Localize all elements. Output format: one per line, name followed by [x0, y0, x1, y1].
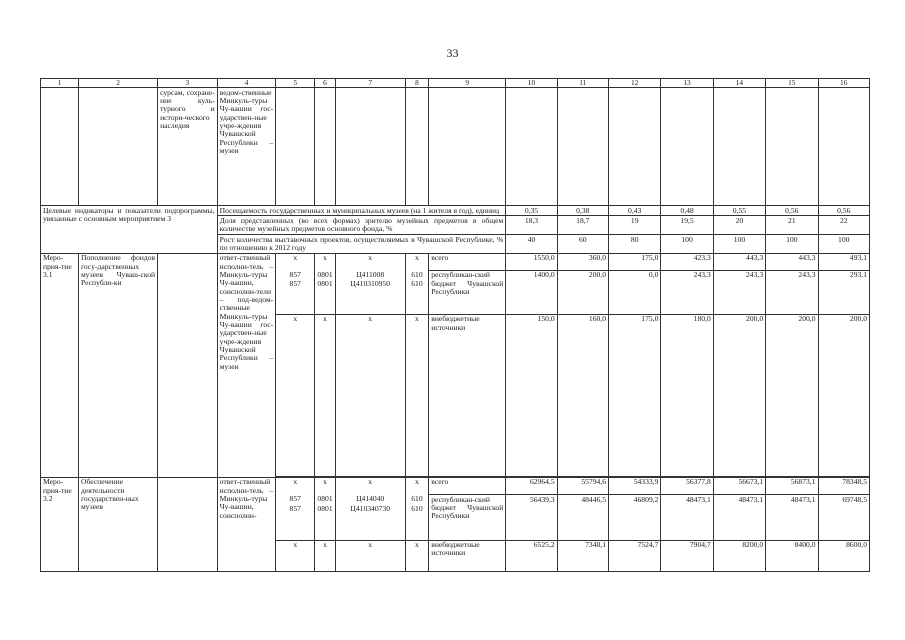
indicator-value: 0,56 [766, 206, 818, 216]
code-rz: х [315, 314, 336, 476]
indicator-value: 21 [766, 216, 818, 235]
col-num: 5 [276, 79, 315, 88]
code-csr: Ц410340730 [350, 503, 391, 513]
amount: 175,0 [609, 314, 661, 476]
amount: 54333,9 [609, 477, 661, 494]
indicator-value: 19,5 [661, 216, 713, 235]
indicator-value: 100 [766, 235, 818, 254]
amount: 0,0 [609, 270, 661, 314]
col-num: 6 [315, 79, 336, 88]
code-gr: х [276, 253, 315, 270]
indicator-value: 100 [818, 235, 870, 254]
indicator-value: 0,48 [661, 206, 713, 216]
amount: 8200,0 [713, 540, 765, 571]
amount: 200,0 [713, 314, 765, 476]
col-num: 10 [506, 79, 557, 88]
indicator-value: 60 [557, 235, 608, 254]
code-gr: х [276, 540, 315, 571]
col-num: 16 [818, 79, 870, 88]
amount: 1550,0 [506, 253, 557, 270]
code-vr: 610 [411, 270, 423, 279]
code-rz: 0801 [317, 279, 333, 289]
col-num: 15 [766, 79, 818, 88]
amount: 175,0 [609, 253, 661, 270]
col-num: 14 [713, 79, 765, 88]
col-num: 7 [335, 79, 405, 88]
code-csr: Ц410310950 [350, 279, 391, 289]
indicator-row [41, 206, 870, 216]
measure-number: Меро-прия-тие 3.1 [41, 253, 79, 477]
code-gr: х [276, 477, 315, 494]
indicator-value: 19 [609, 216, 661, 235]
measure-executor: ответ-ственный исполни-тель – Минкуль-туры Чу-вашии, соисполни- [217, 477, 276, 571]
amount: 243,3 [766, 270, 818, 314]
amount: 48446,5 [557, 495, 608, 540]
indicator-value: 18,7 [557, 216, 608, 235]
indicator-value: 40 [506, 235, 557, 254]
code-rz: х [315, 253, 336, 270]
code-csr: Ц411008 [356, 270, 385, 279]
amount: 56873,1 [766, 477, 818, 494]
indicator-value: 80 [609, 235, 661, 254]
code-gr: х [276, 314, 315, 476]
col-num: 8 [405, 79, 429, 88]
continued-executor-text: ведом-ственные Минкуль-туры Чу-вашии гос-ударствен-ные учре-ждения Чувашской Республики – музеи [217, 88, 276, 206]
source: всего [429, 477, 506, 494]
measure-3-2-row [41, 477, 870, 494]
measure-title: Пополнение фондов госу-дарственных музеев Чуваш-ской Республи-ки [79, 253, 158, 477]
amount: 48473,1 [713, 495, 765, 540]
amount: 160,0 [557, 314, 608, 476]
indicator-value: 100 [661, 235, 713, 254]
col-num: 11 [557, 79, 608, 88]
amount: 443,3 [713, 253, 765, 270]
amount: 62964,5 [506, 477, 557, 494]
col-num: 9 [429, 79, 506, 88]
amount: 200,0 [557, 270, 608, 314]
code-vr: х [405, 477, 429, 494]
column-numbers-row [41, 79, 870, 88]
source: всего [429, 253, 506, 270]
indicator-text: Доля представленных (во всех формах) зрителю музейных предметов в общем количестве музейных предметов основного фонда, % [217, 216, 506, 235]
amount: 180,0 [661, 314, 713, 476]
code-vr: 610 [411, 279, 423, 289]
amount: 243,3 [713, 270, 765, 314]
code-csr: х [335, 253, 405, 270]
indicator-value: 0,38 [557, 206, 608, 216]
indicators-label: Целевые индикаторы и показатели подпрограммы, увязанные с основным мероприятием 3 [41, 206, 218, 254]
code-csr: х [335, 314, 405, 476]
code-rz: 0801 [317, 494, 333, 504]
indicator-value: 22 [818, 216, 870, 235]
indicator-value: 20 [713, 216, 765, 235]
indicator-value: 100 [713, 235, 765, 254]
measure-3-1-row [41, 253, 870, 270]
amount: 56439,3 [506, 495, 557, 540]
indicator-value: 0,56 [818, 206, 870, 216]
col-num: 13 [661, 79, 713, 88]
continued-goal-text: сурсам, сохране-ние куль-турного и истори-ческого наследия [158, 88, 218, 206]
amount: 443,3 [766, 253, 818, 270]
continuation-row [41, 88, 870, 206]
measure-executor: ответ-ственный исполни-тель – Минкуль-туры Чу-вашии, соисполни-тели – под-ведом-ственные Минкуль-туры Чу-вашии гос-ударствен-ные учре-ждения Чувашской Республики – музеи [217, 253, 276, 477]
amount: 243,3 [661, 270, 713, 314]
amount: 8400,0 [766, 540, 818, 571]
code-gr: 857 [289, 503, 301, 513]
measure-number: Меро-прия-тие 3.2 [41, 477, 79, 571]
program-table [40, 78, 870, 572]
measure-title: Обеспечение деятельности государствен-ных музеев [79, 477, 158, 571]
source: внебюджетные источники [429, 314, 506, 476]
amount: 150,0 [506, 314, 557, 476]
code-rz: 0801 [317, 270, 333, 279]
col-num: 3 [158, 79, 218, 88]
indicator-value: 0,55 [713, 206, 765, 216]
source: республикан-ский бюджет Чувашской Республики [429, 495, 506, 540]
code-gr: 857 [289, 494, 301, 504]
code-vr: 610 [411, 503, 423, 513]
amount: 8600,0 [818, 540, 870, 571]
code-vr: х [405, 253, 429, 270]
source: внебюджетные источники [429, 540, 506, 571]
col-num: 2 [79, 79, 158, 88]
amount: 423,3 [661, 253, 713, 270]
indicator-text: Рост количества выставочных проектов, осуществляемых в Чувашской Республике, % по отношению к 2012 году [217, 235, 506, 254]
code-rz: х [315, 540, 336, 571]
amount: 7348,1 [557, 540, 608, 571]
indicator-value: 18,3 [506, 216, 557, 235]
amount: 293,1 [818, 270, 870, 314]
amount: 200,0 [818, 314, 870, 476]
amount: 7524,7 [609, 540, 661, 571]
amount: 46809,2 [609, 495, 661, 540]
amount: 1400,0 [506, 270, 557, 314]
col-num: 4 [217, 79, 276, 88]
code-vr: х [405, 314, 429, 476]
amount: 360,0 [557, 253, 608, 270]
amount: 55794,6 [557, 477, 608, 494]
amount: 7904,7 [661, 540, 713, 571]
code-rz: х [315, 477, 336, 494]
source: республикан-ский бюджет Чувашской Республики [429, 270, 506, 314]
page-number: 33 [446, 46, 459, 60]
amount: 56377,8 [661, 477, 713, 494]
amount: 48473,1 [766, 495, 818, 540]
col-num: 12 [609, 79, 661, 88]
code-gr: 857 [289, 270, 301, 279]
code-rz: 0801 [317, 503, 333, 513]
amount: 56673,1 [713, 477, 765, 494]
amount: 69748,5 [818, 495, 870, 540]
indicator-text: Посещаемость государственных и муниципальных музеев (на 1 жителя в год), единиц [217, 206, 506, 216]
code-vr: х [405, 540, 429, 571]
code-csr: Ц414040 [356, 494, 385, 504]
code-csr: х [335, 540, 405, 571]
amount: 6525,2 [506, 540, 557, 571]
code-csr: х [335, 477, 405, 494]
amount: 48473,1 [661, 495, 713, 540]
indicator-value: 0,35 [506, 206, 557, 216]
indicator-value: 0,43 [609, 206, 661, 216]
code-gr: 857 [289, 279, 301, 289]
code-vr: 610 [411, 494, 423, 504]
amount: 78348,5 [818, 477, 870, 494]
amount: 493,1 [818, 253, 870, 270]
col-num: 1 [41, 79, 79, 88]
amount: 200,0 [766, 314, 818, 476]
